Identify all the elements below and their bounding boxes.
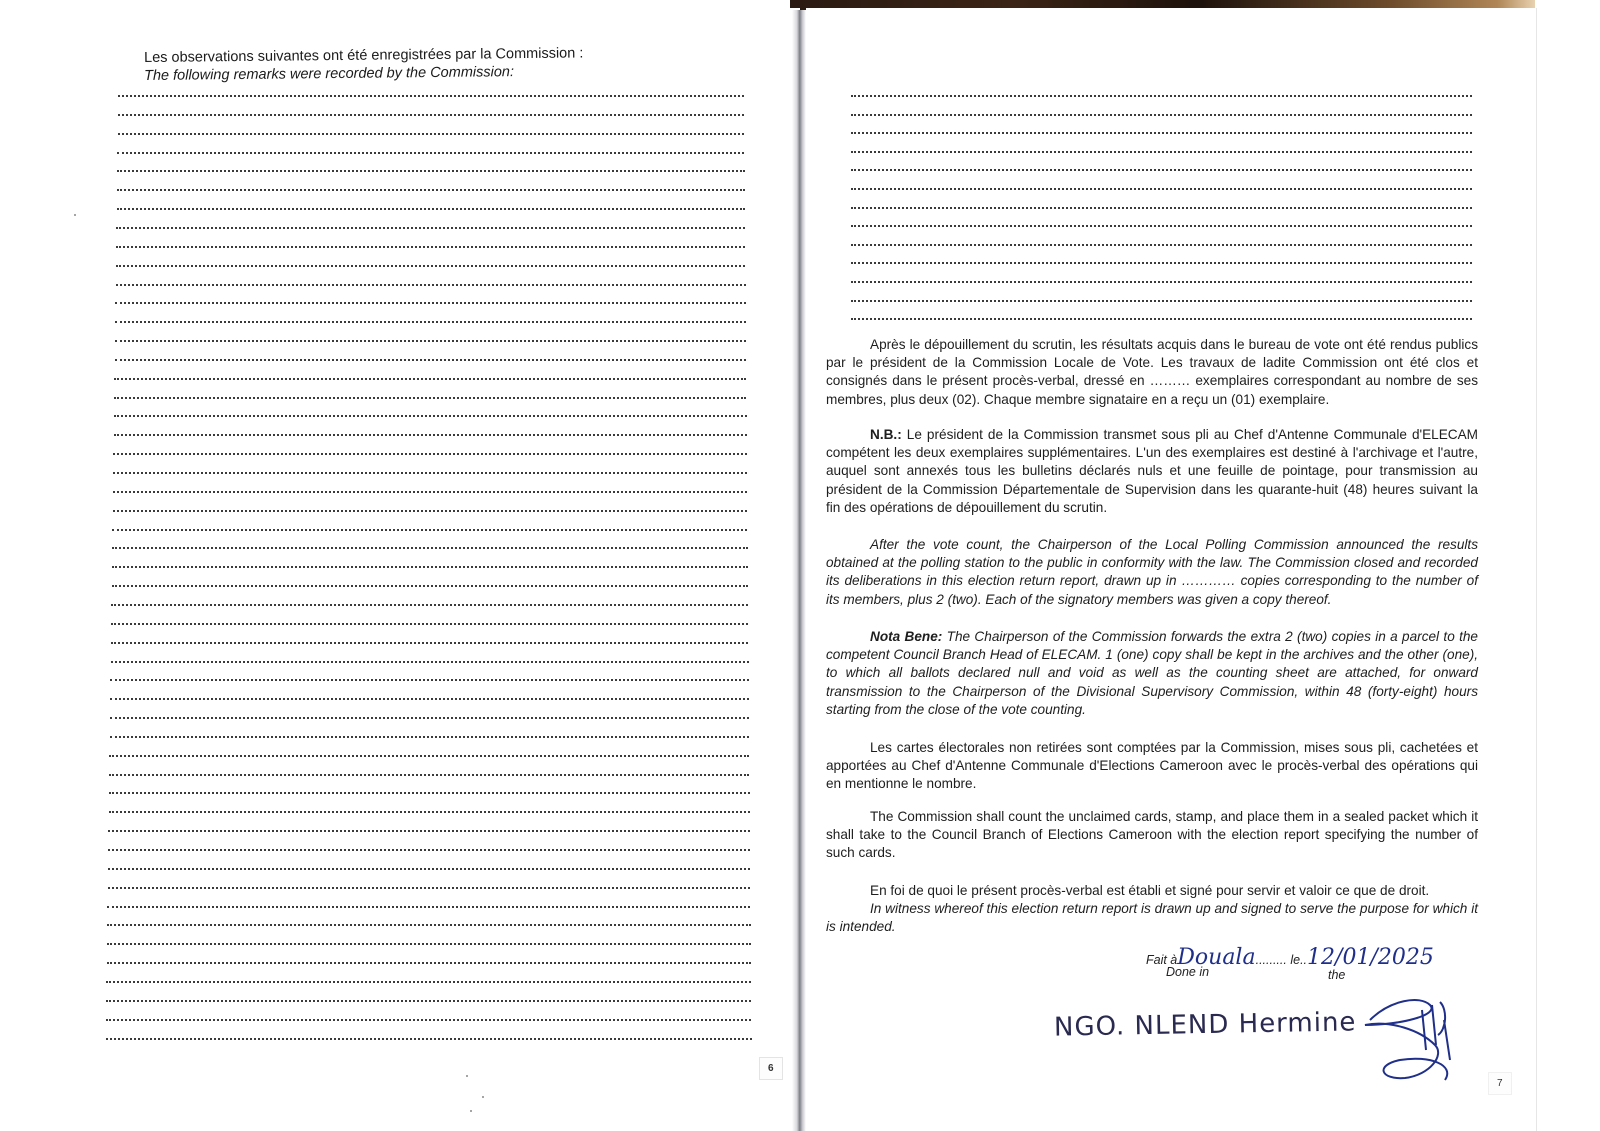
- remark-line: [115, 321, 746, 323]
- paragraph: [826, 426, 1478, 517]
- remark-line: [114, 434, 747, 436]
- paragraph-text: Les cartes électorales non retirées sont comptées par la Commission, mises sous pli, cachetées et apportées au Chef d'Antenne Communale d'Elections Cameroon avec le procès-verbal des opérations qui en mentionne le nombre.: [826, 740, 1478, 792]
- remark-line: [117, 189, 745, 191]
- scan-speck: [466, 1075, 468, 1077]
- remark-line: [107, 962, 751, 964]
- paragraph-text-en: In witness whereof this election return report is drawn up and signed to serve the purpose for which it is intended.: [826, 901, 1478, 935]
- remark-line: [110, 698, 749, 700]
- remark-line: [113, 491, 747, 493]
- page-number-left: 6: [759, 1057, 783, 1080]
- remarks-header-fr: Les observations suivantes ont été enregistrées par la Commission :: [144, 45, 584, 66]
- remark-line: [851, 169, 1472, 171]
- remark-line: [106, 981, 751, 983]
- place-handwritten: Douala: [1177, 945, 1256, 970]
- remark-line: [110, 679, 748, 681]
- remark-line: [109, 792, 750, 794]
- remark-line: [115, 359, 747, 361]
- remark-line: [112, 585, 748, 587]
- remark-line: [108, 868, 750, 870]
- remark-line: [851, 281, 1472, 283]
- paragraph-text: The Chairperson of the Commission forwards the extra 2 (two) copies in a parcel to the competent Council Branch Head of ELECAM. 1 (one) copy shall be kept in the archives and the other (one), to which all ballots declared null and void as well as the counting sheet are attached, for onward transmission to the Chairperson of the Divisional Supervisory Commission, within 48 (forty-eight) hours starting from the close of the vote counting.: [826, 629, 1478, 717]
- remarks-header-en: The following remarks were recorded by the Commission:: [144, 64, 515, 84]
- date-handwritten: 12/01/2025: [1307, 945, 1434, 970]
- remark-line: [108, 830, 750, 832]
- remark-line: [851, 95, 1472, 97]
- remark-line: [116, 227, 745, 229]
- page-number-right: 7: [1488, 1072, 1512, 1095]
- remark-line: [113, 453, 747, 455]
- witness-paragraph: [826, 882, 1478, 937]
- paragraph-text-fr: En foi de quoi le présent procès-verbal est établi et signé pour servir et valoir ce que de droit.: [870, 883, 1430, 898]
- book-fold: [792, 10, 806, 1131]
- remark-line: [110, 717, 749, 719]
- nb-label: N.B.:: [870, 427, 902, 442]
- remark-line: [851, 318, 1472, 320]
- remark-line: [117, 208, 745, 210]
- remark-line: [115, 340, 746, 342]
- remark-line: [851, 188, 1472, 190]
- remark-line: [112, 529, 747, 531]
- scan-speck: [482, 1096, 484, 1098]
- remark-line: [108, 849, 750, 851]
- remark-line: [111, 604, 748, 606]
- paragraph: [826, 628, 1478, 719]
- remark-line: [109, 811, 750, 813]
- remark-line: [113, 510, 748, 512]
- signatory-name-handwritten: NGO. NLEND Hermine: [1053, 1007, 1357, 1043]
- remark-line: [851, 132, 1472, 134]
- nb-paragraph-fr: [826, 426, 1478, 517]
- nota-bene-label: Nota Bene:: [870, 629, 943, 644]
- done-in-label: Done in: [1166, 965, 1210, 979]
- unclaimed-cards-paragraph-fr: [826, 739, 1478, 794]
- paragraph-text: Après le dépouillement du scrutin, les résultats acquis dans le bureau de vote ont été rendus publics par le président de la Commission Locale de Vote. Les travaux de ladite Commission ont été clos et consignés dans le présent procès-verbal, dressé en ……… exemplaires correspondant au nombre de ses membres, plus deux (02). Chaque membre signataire en a reçu un (01) exemplaire.: [826, 337, 1478, 407]
- remark-line: [106, 1019, 752, 1021]
- remark-line: [112, 547, 748, 549]
- remark-line: [111, 661, 749, 663]
- scan-speck: [470, 1110, 472, 1112]
- remark-line: [117, 170, 745, 172]
- closing-paragraph-en: [826, 536, 1478, 609]
- remark-line: [851, 244, 1472, 246]
- remark-line: [117, 152, 744, 154]
- remark-line: [116, 265, 746, 267]
- remark-line: [851, 207, 1472, 209]
- scan-speck: [74, 214, 76, 216]
- remark-line: [111, 642, 749, 644]
- remark-line: [106, 1038, 752, 1040]
- remark-line: [118, 95, 744, 97]
- closing-paragraph-fr: [826, 336, 1478, 409]
- remark-line: [851, 114, 1472, 116]
- remark-line: [107, 924, 751, 926]
- remark-line: [109, 774, 749, 776]
- remark-line: [851, 151, 1472, 153]
- remark-line: [110, 736, 750, 738]
- remark-line: [113, 472, 747, 474]
- fait-a-label: Fait à: [1146, 953, 1178, 967]
- remark-line: [107, 906, 750, 908]
- remark-line: [114, 415, 747, 417]
- paragraph-text: The Commission shall count the unclaimed cards, stamp, and place them in a sealed packet which it shall take to the Council Branch of Elections Cameroon with the election report specifying the number of such cards.: [826, 809, 1478, 861]
- dots: ..: [1300, 953, 1308, 967]
- dots: .........: [1255, 953, 1287, 967]
- nota-bene-paragraph-en: [826, 628, 1478, 719]
- paragraph-text: Le président de la Commission transmet sous pli au Chef d'Antenne Communale d'ELECAM compétent les deux exemplaires supplémentaires. L'un des exemplaires est destiné à l'archivage et l'autre, auquel sont annexés tous les bulletins déclarés nuls et une feuille de pointage, pour transmission au président de la Commission Départementale de Supervision dans les quarante-huit (48) heures suivant la fin des opérations de dépouillement du scrutin.: [826, 427, 1478, 515]
- the-label: the: [1328, 968, 1346, 982]
- le-label: le: [1290, 953, 1301, 967]
- remark-line: [851, 225, 1472, 227]
- remark-line: [116, 246, 745, 248]
- remark-line: [112, 566, 748, 568]
- remark-line: [106, 1000, 751, 1002]
- remark-line: [118, 114, 744, 116]
- remark-line: [107, 943, 751, 945]
- remark-line: [851, 300, 1472, 302]
- paragraph-text: After the vote count, the Chairperson of the Local Polling Commission announced the results obtained at the polling station to the public in conformity with the law. The Commission closed and recorded its deliberations in this election return report, drawn up in ………… copies corresponding to the number of its members, plus 2 (two). Each of the signatory members was given a copy thereof.: [826, 537, 1478, 607]
- remark-line: [115, 302, 745, 304]
- remark-line: [851, 262, 1472, 264]
- remark-line: [114, 397, 746, 399]
- remark-line: [118, 133, 745, 135]
- remark-line: [114, 378, 746, 380]
- remark-line: [111, 623, 748, 625]
- remark-line: [116, 284, 746, 286]
- remark-line: [108, 887, 751, 889]
- unclaimed-cards-paragraph-en: [826, 808, 1478, 863]
- remark-line: [109, 755, 749, 757]
- signature-icon: [1360, 990, 1470, 1085]
